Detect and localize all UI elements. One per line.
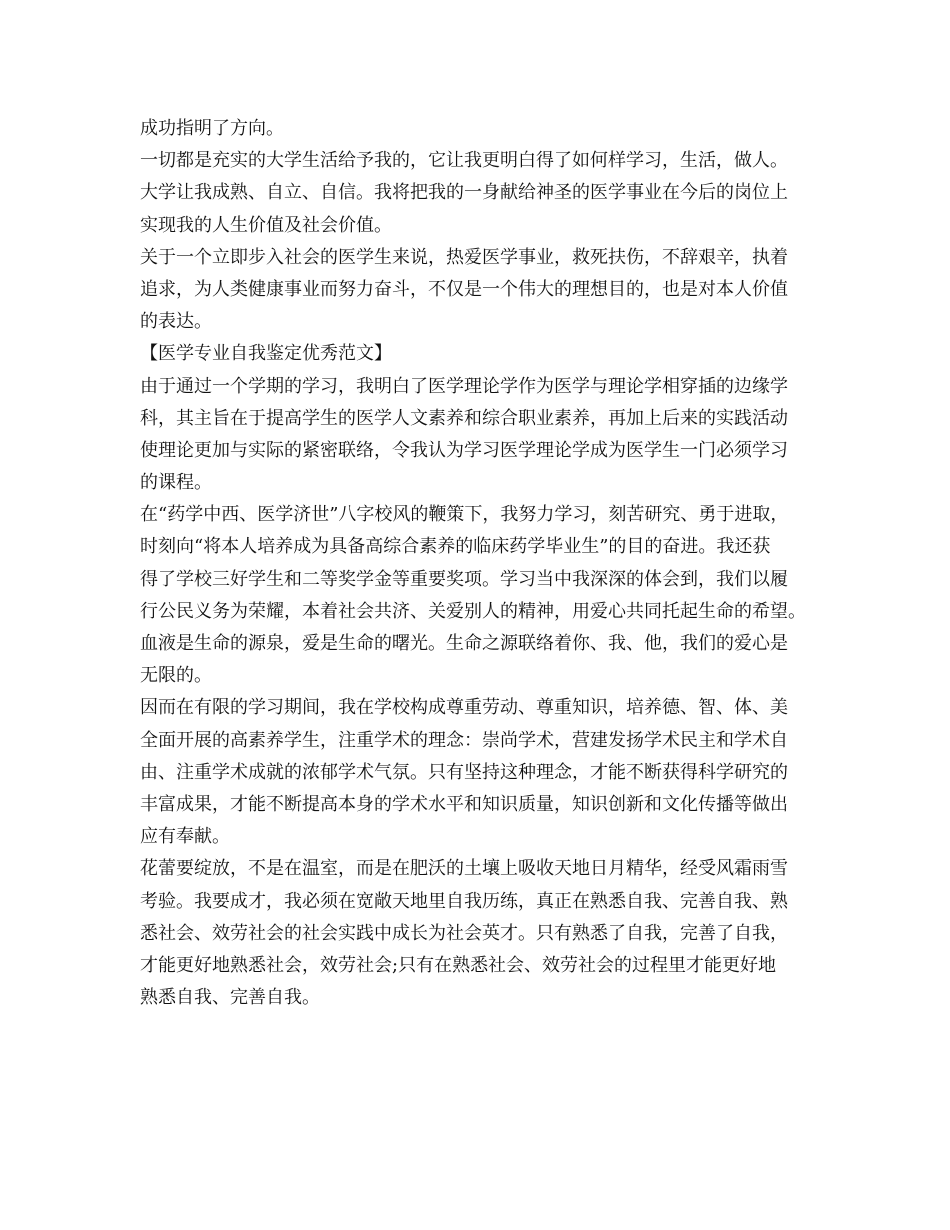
text-line: 关于一个立即步入社会的医学生来说，热爱医学事业，救死扶伤，不辞艰辛，执着: [140, 246, 788, 268]
text-line: 追求，为人类健康事业而努力奋斗，不仅是一个伟大的理想目的，也是对本人价值: [140, 278, 788, 300]
text-line: 时刻向“将本人培养成为具备高综合素养的临床药学毕业生”的目的奋进。我还获: [140, 536, 771, 558]
text-line: 花蕾要绽放，不是在温室，而是在肥沃的土壤上吸收天地日月精华，经受风霜雨雪: [140, 858, 788, 880]
text-line: 无限的。: [140, 665, 212, 687]
text-line: 在“药学中西、医学济世”八字校风的鞭策下，我努力学习，刻苦研究、勇于进取，: [140, 504, 789, 526]
text-line: 熟悉自我、完善自我。: [140, 987, 320, 1009]
text-line: 由、注重学术成就的浓郁学术气氛。只有坚持这种理念，才能不断获得科学研究的: [140, 761, 788, 783]
text-line: 使理论更加与实际的紧密联络，令我认为学习医学理论学成为医学生一门必须学习: [140, 439, 788, 461]
text-line: 血液是生命的源泉，爱是生命的曙光。生命之源联络着你、我、他，我们的爱心是: [140, 633, 788, 654]
text-line: 才能更好地熟悉社会，效劳社会;只有在熟悉社会、效劳社会的过程里才能更好地: [140, 954, 777, 976]
text-line: 考验。我要成才，我必须在宽敞天地里自我历练，真正在熟悉自我、完善自我、熟: [140, 890, 788, 912]
text-line: 的课程。: [140, 472, 212, 494]
text-line: 实现我的人生价值及社会价值。: [140, 214, 392, 236]
text-line: 【医学专业自我鉴定优秀范文】: [140, 343, 392, 365]
text-line: 一切都是充实的大学生活给予我的，它让我更明白得了如何样学习，生活，做人。: [140, 150, 788, 172]
document-body: [140, 113, 820, 1014]
text-line: 应有奉献。: [140, 826, 230, 848]
text-line: 成功指明了方向。: [140, 118, 284, 139]
text-line: 科，其主旨在于提高学生的医学人文素养和综合职业素养，再加上后来的实践活动: [140, 407, 788, 429]
text-line: 因而在有限的学习期间，我在学校构成尊重劳动、尊重知识，培养德、智、体、美: [140, 697, 788, 719]
text-line: 大学让我成熟、自立、自信。我将把我的一身献给神圣的医学事业在今后的岗位上: [140, 182, 788, 204]
text-line: 行公民义务为荣耀，本着社会共济、关爱别人的精神，用爱心共同托起生命的希望。: [140, 600, 806, 622]
text-line: 得了学校三好学生和二等奖学金等重要奖项。学习当中我深深的体会到，我们以履: [140, 568, 788, 590]
text-line: 的表达。: [140, 311, 212, 333]
text-line: 悉社会、效劳社会的社会实践中成长为社会英才。只有熟悉了自我，完善了自我，: [140, 922, 788, 944]
text-line: 丰富成果，才能不断提高本身的学术水平和知识质量，知识创新和文化传播等做出: [140, 793, 788, 815]
text-line: 由于通过一个学期的学习，我明白了医学理论学作为医学与理论学相穿插的边缘学: [140, 375, 788, 397]
text-line: 全面开展的高素养学生，注重学术的理念：崇尚学术，营建发扬学术民主和学术自: [140, 729, 788, 751]
